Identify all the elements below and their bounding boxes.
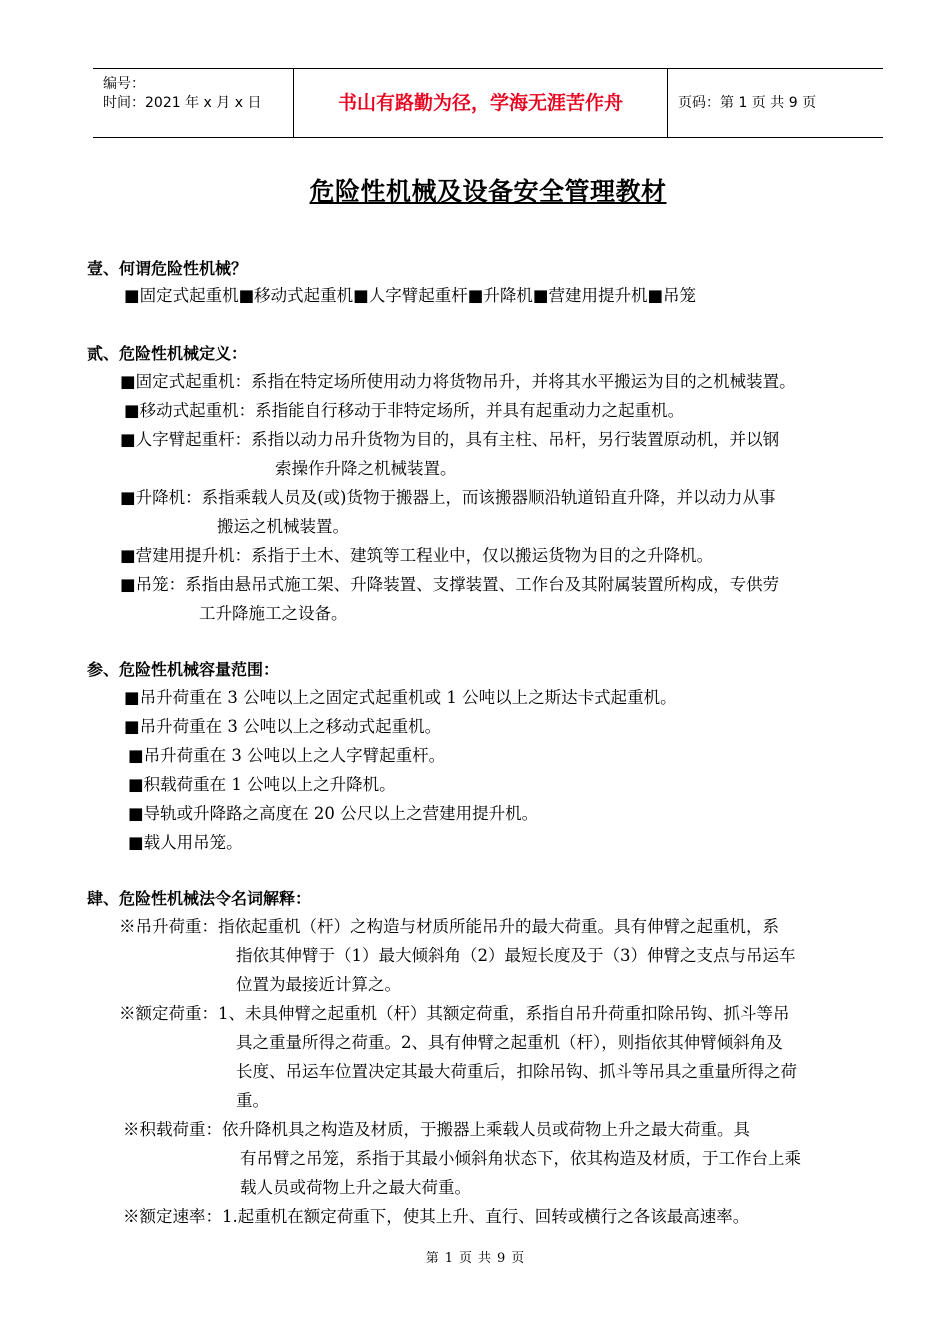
capacity-line: ■积载荷重在 1 公吨以上之升降机。	[128, 775, 396, 794]
definition-line: ■升降机：系指乘载人员及(或)货物于搬器上，而该搬器顺沿轨道铅直升降，并以动力从事	[120, 488, 776, 507]
term-line: ※额定速率：1.起重机在额定荷重下，使其上升、直行、回转或横行之各该最高速率。	[123, 1207, 750, 1226]
number-label: 编号：	[103, 76, 145, 92]
term-line: ※吊升荷重：指依起重机（杆）之构造与材质所能吊升的最大荷重。具有伸臂之起重机，系	[119, 917, 779, 936]
section-3-heading: 参、危险性机械容量范围：	[87, 660, 280, 679]
term-line: 位置为最接近计算之。	[236, 975, 401, 994]
page-footer: 第 1 页 共 9 页	[425, 1251, 525, 1266]
definition-line: ■固定式起重机：系指在特定场所使用动力将货物吊升，并将其水平搬运为目的之机械装置。	[120, 372, 796, 391]
term-line: 长度、吊运车位置决定其最大荷重后，扣除吊钩、抓斗等吊具之重量所得之荷	[236, 1062, 797, 1081]
document-title: 危险性机械及设备安全管理教材	[309, 177, 667, 206]
term-line: 载人员或荷物上升之最大荷重。	[240, 1178, 471, 1197]
section-1-heading: 壹、何谓危险性机械？	[87, 259, 248, 278]
section-4-heading: 肆、危险性机械法令名词解释：	[87, 889, 312, 908]
definition-line: 搬运之机械装置。	[217, 517, 349, 536]
term-line: ※额定荷重：1、未具伸臂之起重机（杆）其额定荷重，系指自吊升荷重扣除吊钩、抓斗等吊	[119, 1004, 790, 1023]
definition-line: 工升降施工之设备。	[199, 604, 348, 623]
page-label: 页码：第 1 页 共 9 页	[678, 95, 817, 111]
definition-line: ■人字臂起重杆：系指以动力吊升货物为目的，具有主柱、吊杆，另行装置原动机，并以钢	[120, 430, 780, 449]
term-line: 重。	[236, 1091, 269, 1110]
capacity-line: ■导轨或升降路之高度在 20 公尺以上之营建用提升机。	[128, 804, 539, 823]
header-info-cell	[93, 69, 294, 137]
capacity-line: ■载人用吊笼。	[128, 833, 243, 852]
motto: 书山有路勤为径，学海无涯苦作舟	[294, 69, 668, 137]
term-line: 具之重量所得之荷重。2、具有伸臂之起重机（杆），则指依其伸臂倾斜角及	[236, 1033, 783, 1052]
term-line: ※积载荷重：依升降机具之构造及材质，于搬器上乘载人员或荷物上升之最大荷重。具	[123, 1120, 750, 1139]
capacity-line: ■吊升荷重在 3 公吨以上之固定式起重机或 1 公吨以上之斯达卡式起重机。	[124, 688, 677, 707]
term-line: 有吊臂之吊笼，系指于其最小倾斜角状态下，依其构造及材质，于工作台上乘	[240, 1149, 801, 1168]
definition-line: ■营建用提升机：系指于土木、建筑等工程业中，仅以搬运货物为目的之升降机。	[120, 546, 714, 565]
time-label: 时间：2021 年 x 月 x 日	[103, 95, 262, 111]
term-line: 指依其伸臂于（1）最大倾斜角（2）最短长度及于（3）伸臂之支点与吊运车	[236, 946, 796, 965]
definition-line: 索操作升降之机械装置。	[275, 459, 457, 478]
section-1-items: ■固定式起重机■移动式起重机■人字臂起重杆■升降机■营建用提升机■吊笼	[124, 286, 697, 305]
definition-line: ■吊笼：系指由悬吊式施工架、升降装置、支撑装置、工作台及其附属装置所构成，专供劳	[120, 575, 780, 594]
capacity-line: ■吊升荷重在 3 公吨以上之移动式起重机。	[124, 717, 442, 736]
header-table	[93, 68, 883, 138]
section-2-heading: 贰、危险性机械定义：	[87, 344, 248, 363]
definition-line: ■移动式起重机：系指能自行移动于非特定场所，并具有起重动力之起重机。	[124, 401, 685, 420]
capacity-line: ■吊升荷重在 3 公吨以上之人字臂起重杆。	[128, 746, 446, 765]
